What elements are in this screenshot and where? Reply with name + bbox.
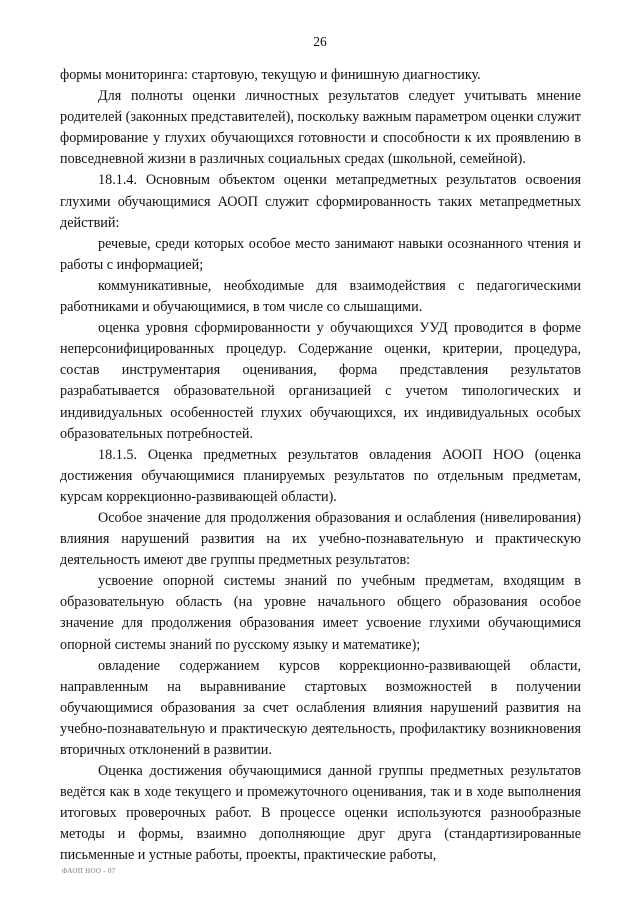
paragraph: Для полноты оценки личностных результатов следует учитывать мнение родителей (законных представителей), поскольку важным параметром оценки служит формирование у глухих обучающихся готовности и способности к их проявлению в повседневной жизни в различных социальных средах (школьной, семейной). (60, 88, 581, 168)
paragraph: оценка уровня сформированности у обучающихся УУД проводится в форме неперсонифицированных процедур. Содержание оценки, критерии, процедура, состав инструментария оценивания, форма представления результатов разрабатывается образовательной организацией с учетом типологических и индивидуальных особенностей глухих обучающихся, их индивидуальных особых образовательных потребностей. (60, 320, 581, 442)
paragraph: коммуникативные, необходимые для взаимодействия с педагогическими работниками и обучающимися, в том числе со слышащими. (60, 277, 581, 316)
footer-document-code: ФАОП НОО - 07 (62, 867, 116, 875)
paragraph: овладение содержанием курсов коррекционно-развивающей области, направленным на выравнивание стартовых возможностей в получении обучающимися образования за счет ослабления влияния нарушений развития на учебно-познавательную и практическую деятельность, профилактику возникновения вторичных отклонений в развитии. (60, 657, 581, 758)
paragraph: 18.1.5. Оценка предметных результатов овладения АООП НОО (оценка достижения обучающимися планируемых результатов по отдельным предметам, курсам коррекционно-развивающей области). (60, 446, 581, 505)
paragraph: речевые, среди которых особое место занимают навыки осознанного чтения и работы с информацией; (60, 235, 581, 273)
paragraph: Особое значение для продолжения образования и ослабления (нивелирования) влияния нарушений развития на их учебно-познавательную и практическую деятельность имеют две группы предметных результатов: (60, 509, 581, 569)
paragraph: 18.1.4. Основным объектом оценки метапредметных результатов освоения глухими обучающимися АООП служит сформированность таких метапредметных действий: (60, 172, 581, 231)
paragraph: усвоение опорной системы знаний по учебным предметам, входящим в образовательную область (на уровне начального общего образования особое значение для продолжения образования имеет усвоение глухими обучающимися опорной системы знаний по русскому языку и математике); (60, 573, 581, 653)
paragraph: формы мониторинга: стартовую, текущую и финишную диагностику. (60, 67, 481, 83)
paragraph: Оценка достижения обучающимися данной группы предметных результатов ведётся как в ходе текущего и промежуточного оценивания, так и в ходе выполнения итоговых проверочных работ. В процессе оценки используются разнообразные методы и формы, взаимно дополняющие друг друга (стандартизированные письменные и устные работы, проекты, практические работы, (60, 763, 581, 864)
page-number: 26 (313, 34, 327, 49)
document-body (60, 65, 581, 867)
